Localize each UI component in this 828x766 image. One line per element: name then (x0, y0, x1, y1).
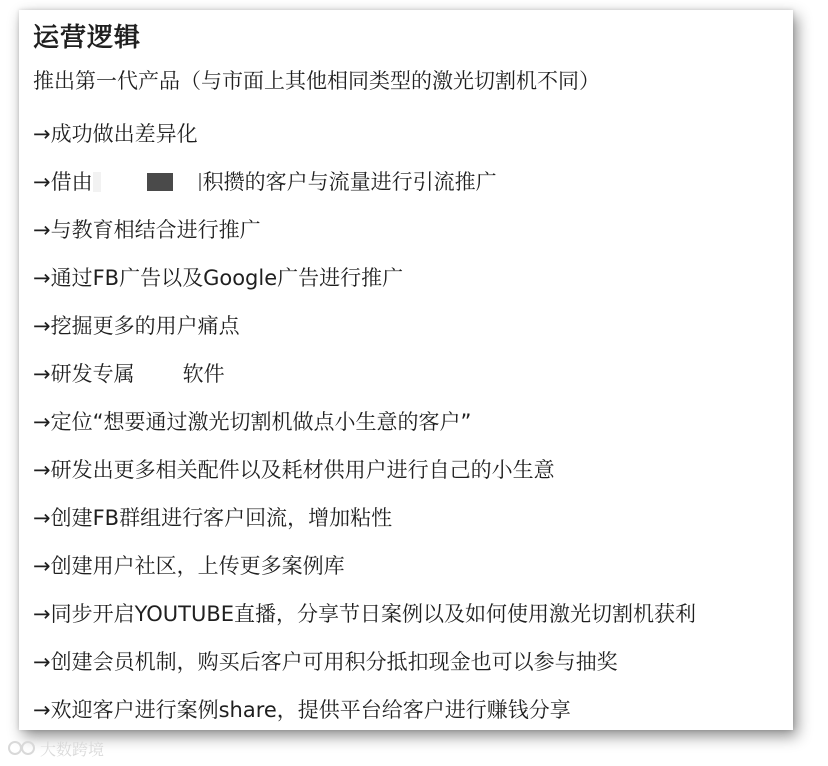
logic-line: →欢迎客户进行案例share，提供平台给客户进行赚钱分享 (33, 698, 571, 722)
logic-line-suffix: 积攒的客户与流量进行引流推广 (202, 170, 497, 194)
logic-line: →研发出更多相关配件以及耗材供用户进行自己的小生意 (33, 458, 555, 482)
logic-list (33, 66, 793, 734)
logic-line-redacted (33, 158, 793, 206)
logic-line: →通过FB广告以及Google广告进行推广 (33, 266, 404, 290)
logic-line: →定位“想要通过激光切割机做点小生意的客户” (33, 410, 472, 434)
logic-line: 推出第一代产品（与市面上其他相同类型的激光切割机不同） (33, 69, 600, 93)
logic-line: →与教育相结合进行推广 (33, 218, 261, 242)
logic-line: →挖掘更多的用户痛点 (33, 314, 240, 338)
document-card (19, 10, 793, 730)
watermark-text: 大数跨境 (40, 739, 105, 759)
document-title: 运营逻辑 (33, 23, 142, 53)
logic-line-redacted (33, 350, 793, 398)
logic-line: →成功做出差异化 (33, 122, 198, 146)
watermark-logo-icon (8, 739, 36, 757)
redaction-block (147, 173, 173, 191)
logic-line: →创建会员机制，购买后客户可用积分抵扣现金也可以参与抽奖 (33, 650, 618, 674)
watermark (8, 737, 104, 759)
logic-line: →创建用户社区，上传更多案例库 (33, 554, 345, 578)
redaction-mark (93, 172, 101, 192)
logic-line-prefix: →借由 (33, 170, 93, 194)
redaction-blank (135, 363, 183, 381)
logic-line-prefix: →研发专属 (33, 362, 135, 386)
logic-line: →同步开启YOUTUBE直播，分享节日案例以及如何使用激光切割机获利 (33, 602, 697, 626)
redaction-mark (199, 173, 201, 191)
logic-line: →创建FB群组进行客户回流，增加粘性 (33, 506, 393, 530)
logic-line-suffix: 软件 (182, 362, 225, 386)
